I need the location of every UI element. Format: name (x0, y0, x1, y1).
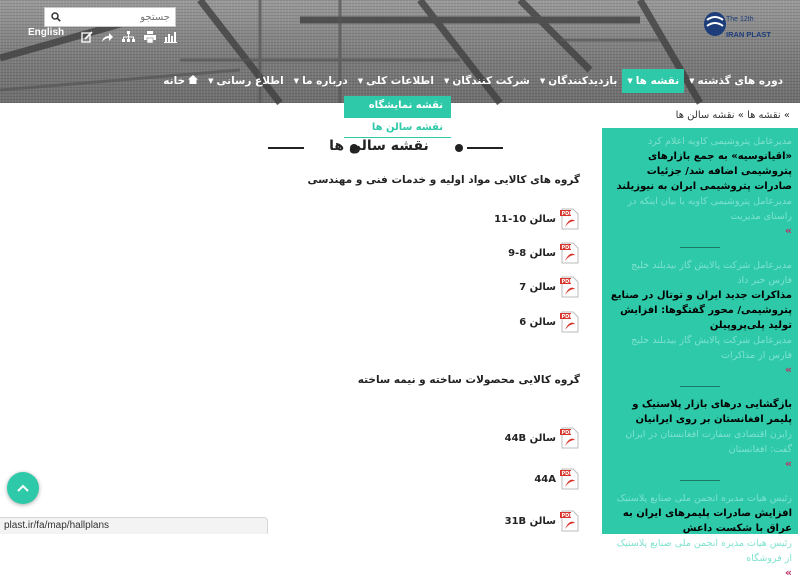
title-decoration-dot (455, 144, 463, 152)
nav-item-general-info[interactable] (353, 69, 439, 93)
file-label: 44A (534, 473, 556, 485)
file-label: سالن 8-9 (508, 247, 556, 259)
svg-text:PDF: PDF (561, 314, 573, 320)
group-title-finished-products: گروه کالایی محصولات ساخته و نیمه ساخته (357, 374, 580, 386)
pdf-icon (560, 468, 580, 490)
logo-line2: IRAN PLAST (726, 30, 771, 39)
news-item (602, 128, 798, 237)
title-decoration-line (467, 147, 503, 149)
pdf-icon (560, 242, 580, 264)
news-item (602, 397, 798, 470)
news-headline[interactable]: بازگشایی درهای بازار پلاستیک و پلیمر افغانستان بر روی ایرانیان (632, 399, 792, 425)
news-summary: رایزن اقتصادی سفارت افغانستان در ایران گفت: افغانستان (625, 429, 792, 455)
news-separator (680, 480, 720, 481)
iran-plast-logo[interactable] (702, 6, 771, 42)
chart-icon[interactable] (164, 30, 177, 43)
pdf-icon (560, 276, 580, 298)
pdf-icon (560, 427, 580, 449)
nav-item-about[interactable] (289, 69, 353, 93)
caret-down-icon: ▼ (208, 77, 214, 85)
search-box (44, 7, 176, 27)
news-headline[interactable]: «اقیانوسیه» به جمع بازارهای پتروشیمی اضافه شد/ جزئیات صادرات پتروشیمی ایران به نیوزیلند (616, 151, 792, 192)
file-link-hall-44b[interactable] (505, 427, 580, 449)
news-summary: مدیرعامل شرکت پالایش گاز بیدبلند خلیج فارس از مذاکرات (631, 335, 792, 361)
toolbar (80, 30, 177, 43)
caret-down-icon: ▼ (357, 77, 364, 85)
breadcrumb-prefix: » (783, 110, 790, 121)
nav-item-label: درباره ما (302, 75, 348, 87)
search-input[interactable] (67, 8, 175, 26)
group-title-raw-materials: گروه های کالایی مواد اولیه و خدمات فنی و مهندسی (307, 174, 580, 186)
svg-text:PDF: PDF (561, 245, 573, 251)
file-label: سالن 7 (519, 281, 556, 293)
main-content (0, 128, 590, 534)
caret-down-icon: ▼ (689, 77, 695, 85)
news-sidebar (602, 128, 798, 579)
news-summary: رئیس هیات مدیره انجمن ملی صنایع پلاستیک از فروشگاه (616, 538, 792, 564)
nav-item-exhibitors[interactable] (439, 69, 535, 93)
breadcrumb-separator: » (737, 110, 744, 121)
caret-down-icon: ▼ (293, 77, 300, 85)
file-link-hall-10-11[interactable] (494, 208, 580, 230)
read-more-link[interactable]: » (784, 224, 792, 237)
page-title: نقشه سالن ها (329, 138, 429, 154)
logo-line1: The 12th (726, 16, 754, 23)
main-navigation (158, 68, 788, 94)
edit-icon[interactable] (80, 30, 93, 43)
news-separator (680, 386, 720, 387)
pdf-icon (560, 311, 580, 333)
nav-item-maps[interactable] (622, 69, 684, 93)
news-subtitle: مدیرعامل شرکت پالایش گاز بیدبلند خلیج فارس خبر داد (631, 260, 792, 286)
news-summary: مدیرعامل پتروشیمی کاویه با بیان اینکه در راستای مدیریت (627, 196, 792, 222)
pdf-icon (560, 208, 580, 230)
file-link-hall-7[interactable] (519, 276, 580, 298)
english-language-link[interactable]: English (28, 27, 65, 38)
breadcrumb-link-maps[interactable]: نقشه ها (747, 110, 781, 121)
nav-item-label: شرکت کنندگان (452, 75, 530, 87)
read-more-link[interactable]: » (784, 566, 792, 579)
share-icon[interactable] (101, 30, 114, 43)
print-icon[interactable] (143, 30, 156, 43)
scroll-to-top-button[interactable] (7, 472, 39, 504)
dropdown-item-exhibition-map[interactable]: نقشه نمایشگاه (344, 96, 451, 116)
pdf-icon (560, 510, 580, 532)
file-link-hall-44a[interactable] (534, 468, 580, 490)
nav-item-label: دوره های گذشته (697, 75, 783, 87)
status-bar-url: plast.ir/fa/map/hallplans (0, 517, 268, 534)
title-decoration-line (268, 147, 304, 149)
nav-item-home[interactable] (158, 69, 203, 93)
file-link-hall-8-9[interactable] (508, 242, 580, 264)
nav-item-news[interactable] (203, 69, 289, 93)
news-item (602, 491, 798, 579)
nav-item-label: اطلاعات کلی (366, 75, 434, 87)
news-headline[interactable]: افزایش صادرات پلیمرهای ایران به عراق با شکست داعش (622, 508, 792, 534)
nav-item-label: اطلاع رسانی (216, 75, 284, 87)
file-label: سالن 31B (504, 515, 556, 527)
read-more-link[interactable]: » (784, 457, 792, 470)
breadcrumb-current: نقشه سالن ها (675, 110, 735, 121)
file-label: سالن 44B (504, 432, 556, 444)
file-label: سالن 10-11 (494, 213, 556, 225)
sitemap-icon[interactable] (122, 30, 135, 43)
svg-text:PDF: PDF (561, 430, 573, 436)
breadcrumb (676, 110, 790, 121)
file-link-hall-6[interactable] (519, 311, 580, 333)
home-icon (188, 75, 198, 87)
nav-item-label: نقشه ها (635, 75, 680, 87)
caret-down-icon: ▼ (539, 77, 546, 85)
news-item (602, 258, 798, 376)
caret-down-icon: ▼ (627, 77, 633, 85)
news-separator (680, 247, 720, 248)
nav-item-label: بازدیدکنندگان (548, 75, 618, 87)
nav-item-past-editions[interactable] (684, 69, 788, 93)
svg-text:PDF: PDF (561, 513, 573, 519)
caret-down-icon: ▼ (443, 77, 450, 85)
news-subtitle: رئیس هیات مدیره انجمن ملی صنایع پلاستیک (616, 493, 792, 504)
file-link-hall-31b[interactable] (505, 510, 580, 532)
file-label: سالن 6 (519, 316, 556, 328)
news-headline[interactable]: مذاکرات جدید ایران و توتال در صنایع پتروشیمی/ محور گفتگوها: افزایش تولید پلی‌پروپیلن (610, 290, 792, 331)
svg-text:PDF: PDF (561, 211, 573, 217)
site-header (0, 0, 800, 103)
svg-text:PDF: PDF (561, 279, 573, 285)
nav-item-visitors[interactable] (535, 69, 622, 93)
read-more-link[interactable]: » (784, 363, 792, 376)
chevron-up-icon (17, 482, 29, 495)
dropdown-item-hall-maps[interactable]: نقشه سالن ها (344, 116, 451, 138)
search-icon[interactable] (45, 8, 67, 26)
nav-item-label: خانه (163, 75, 186, 87)
svg-text:PDF: PDF (561, 471, 573, 477)
news-subtitle: مدیرعامل پتروشیمی کاویه اعلام کرد (647, 136, 792, 147)
